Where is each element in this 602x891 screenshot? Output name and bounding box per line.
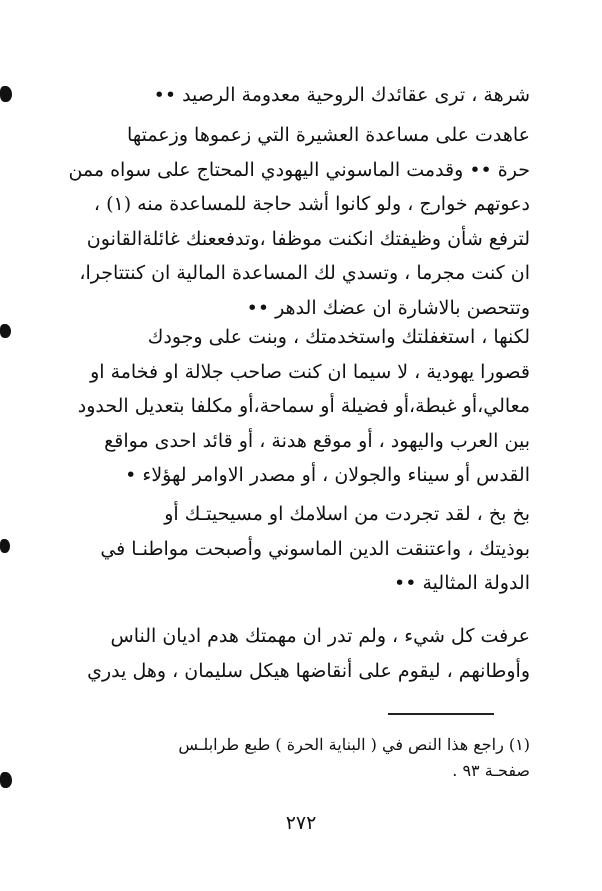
- text-line: بين العرب واليهود ، أو موقع هدنة ، أو قائد احدى مواقع: [104, 429, 530, 452]
- text-line: لكنها ، استغفلتك واستخدمتك ، وبنت على وجودك: [147, 326, 530, 348]
- footnote-line: (١) راجع هذا النص في ( البناية الحرة ) طبع طرابلـس: [178, 735, 530, 754]
- binding-hole-mark-1: [0, 86, 12, 102]
- text-line: لترفع شأن وظيفتك انكنت موظفا ،وتدفععنك غائلةالقانون: [86, 227, 530, 250]
- paragraph-1: [58, 78, 530, 113]
- text-line: قصورا يهودية ، لا سيما ان كنت صاحب جلالة او فخامة او: [90, 360, 530, 383]
- paragraph-4: [58, 497, 530, 601]
- text-line: بوذيتك ، واعتنقت الدين الماسوني وأصبحت مواطنـا في: [100, 537, 530, 560]
- text-line: شرهة ، ترى عقائدك الروحية معدومة الرصيد ••: [153, 84, 530, 106]
- paragraph-3: [58, 320, 530, 493]
- text-line: دعوتهم خوارج ، ولو كانوا أشد حاجة للمساعدة منه (١) ،: [93, 193, 530, 215]
- paragraph-5: [58, 619, 530, 688]
- footnote-divider: [388, 713, 494, 715]
- text-line: حرة •• وقدمت الماسوني اليهودي المحتاج على سواه ممن: [68, 158, 530, 181]
- text-line: ان كنت مجرما ، وتسدي لك المساعدة المالية ان كنتتاجرا،: [79, 262, 530, 284]
- text-line: الدولة المثالية ••: [394, 572, 530, 594]
- binding-hole-mark-4: [0, 772, 12, 788]
- text-line: عاهدت على مساعدة العشيرة التي زعموها وزعمتها: [127, 124, 530, 146]
- text-line: عرفت كل شيء ، ولم تدر ان مهمتك هدم اديان الناس: [110, 625, 530, 647]
- text-line: بخ بخ ، لقد تجردت من اسلامك او مسيحيتـك أو: [164, 503, 530, 525]
- page-number: ٢٧٢: [285, 812, 317, 834]
- paragraph-2: [58, 118, 530, 325]
- text-line: وأوطانهم ، ليقوم على أنقاضها هيكل سليمان ، وهل يدري: [87, 659, 530, 682]
- binding-hole-mark-2: [0, 324, 11, 338]
- text-line: معالي،أو غبطة،أو فضيلة أو سماحة،أو مكلفا بتعديل الحدود: [77, 395, 530, 417]
- binding-hole-mark-3: [0, 539, 10, 553]
- text-line: وتتحصن بالاشارة ان عضك الدهر ••: [246, 296, 530, 319]
- footnote-line: صفحـة ٩٣ .: [452, 761, 530, 780]
- footnote: [58, 732, 530, 784]
- text-line: القدس أو سيناء والجولان ، أو مصدر الاوامر لهؤلاء •: [125, 464, 530, 486]
